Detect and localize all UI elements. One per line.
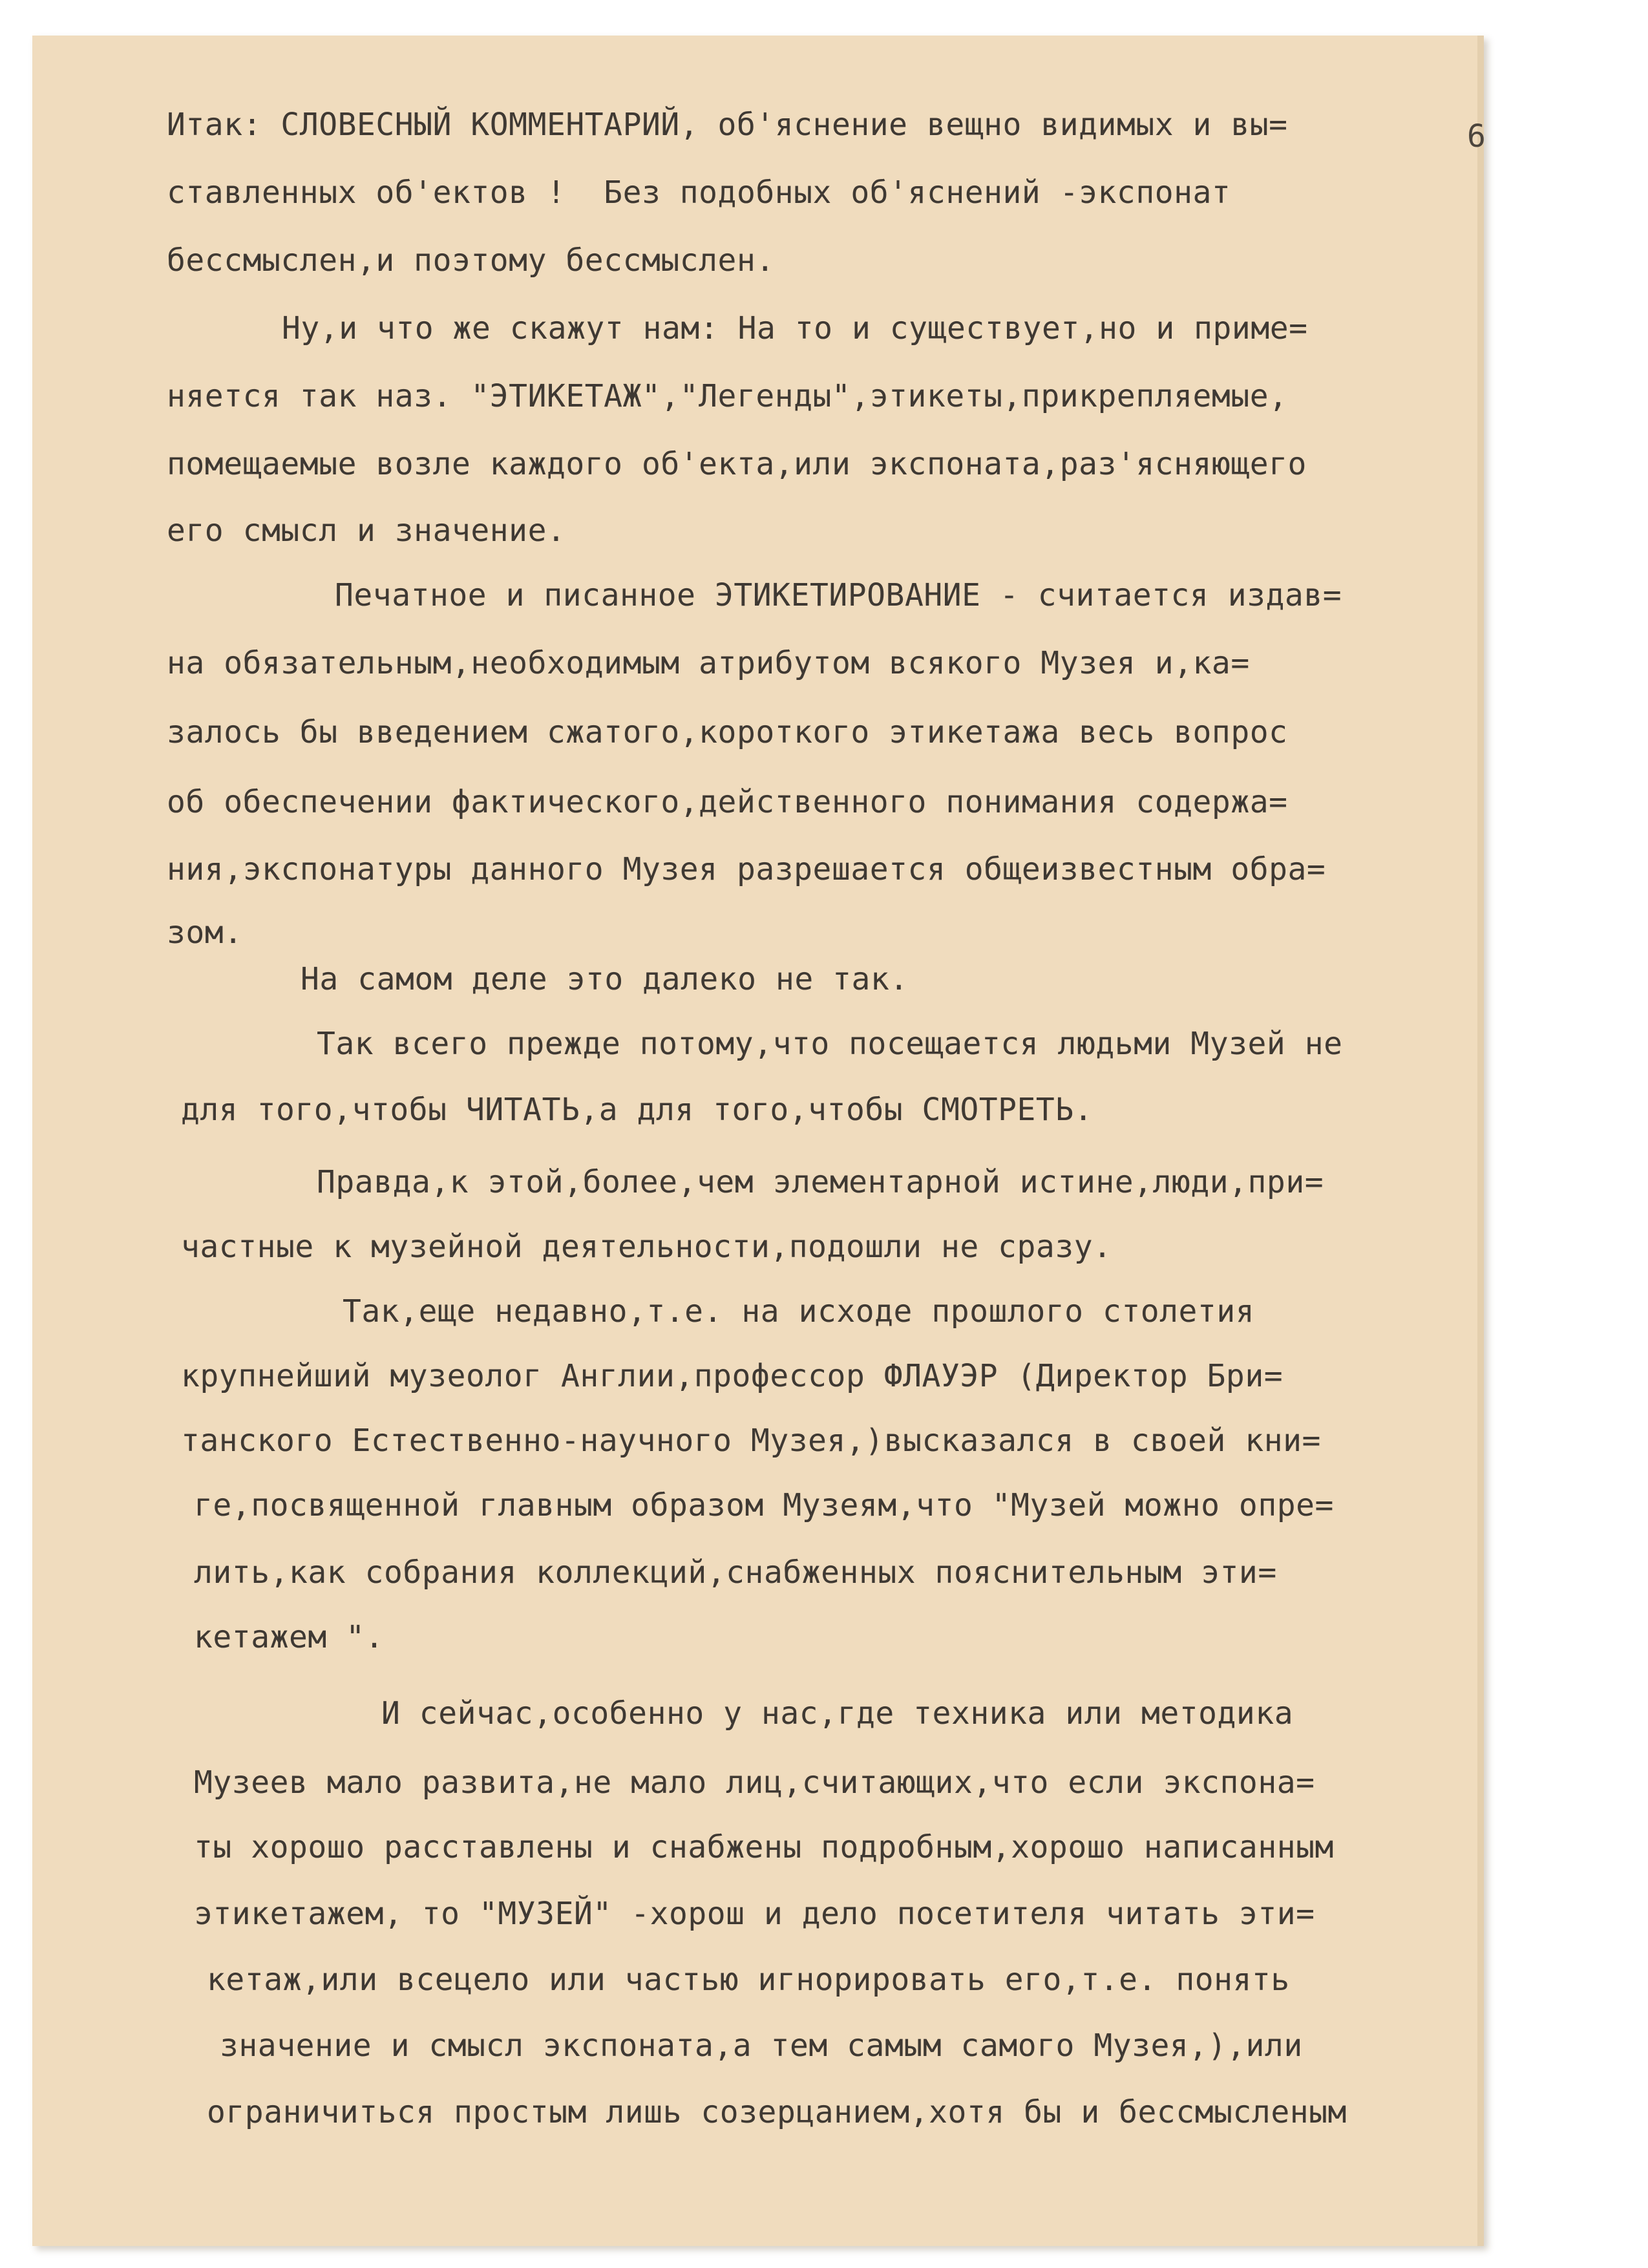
text-line: значение и смысл экспоната,а тем самым самого Музея,),или [220, 2028, 1303, 2064]
text-line: ния,экспонатуры данного Музея разрешается общеизвестным обра= [167, 851, 1326, 887]
text-line: на обязательным,необходимым атрибутом всякого Музея и,ка= [167, 645, 1250, 681]
text-line: няется так наз. "ЭТИКЕТАЖ","Легенды",этикеты,прикрепляемые, [167, 378, 1288, 414]
text-line: танского Естественно-научного Музея,)высказался в своей кни= [181, 1423, 1321, 1459]
text-line: частные к музейной деятельности,подошли не сразу. [181, 1229, 1112, 1265]
text-line: ставленных об'ектов ! Без подобных об'яснений -экспонат [167, 175, 1231, 211]
text-line: залось бы введением сжатого,короткого этикетажа весь вопрос [167, 714, 1288, 750]
text-line: об обеспечении фактического,действенного понимания содержа= [167, 784, 1288, 820]
text-line: Правда,к этой,более,чем элементарной истине,люди,при= [317, 1164, 1324, 1200]
text-line: ты хорошо расставлены и снабжены подробным,хорошо написанным [194, 1829, 1334, 1865]
text-line: для того,чтобы ЧИТАТЬ,а для того,чтобы СМОТРЕТЬ. [181, 1092, 1093, 1128]
text-line: Ну,и что же скажут нам: На то и существует,но и приме= [282, 310, 1308, 346]
text-line: Итак: СЛОВЕСНЫЙ КОММЕНТАРИЙ, об'яснение вещно видимых и вы= [167, 107, 1288, 143]
text-line: кетажем ". [194, 1619, 384, 1655]
text-line: его смысл и значение. [167, 513, 566, 549]
text-line: Печатное и писанное ЭТИКЕТИРОВАНИЕ - считается издав= [335, 577, 1342, 613]
page-number: 6 [1467, 118, 1486, 154]
text-line: крупнейший музеолог Англии,профессор ФЛАУЭР (Директор Бри= [181, 1358, 1284, 1394]
text-line: И сейчас,особенно у нас,где техника или методика [381, 1695, 1294, 1732]
text-line: Так всего прежде потому,что посещается людьми Музей не [317, 1026, 1343, 1062]
text-line: ге,посвященной главным образом Музеям,что "Музей можно опре= [194, 1487, 1334, 1523]
text-line: зом. [167, 915, 243, 951]
text-line: ограничиться простым лишь созерцанием,хотя бы и бессмысленым [207, 2094, 1347, 2130]
text-line: На самом деле это далеко не так. [301, 961, 909, 997]
typewritten-page [32, 36, 1484, 2246]
text-line: кетаж,или всецело или частью игнорировать его,т.е. понять [207, 1962, 1290, 1998]
text-line: этикетажем, то "МУЗЕЙ" -хорош и дело посетителя читать эти= [194, 1896, 1315, 1932]
text-line: помещаемые возле каждого об'екта,или экспоната,раз'ясняющего [167, 446, 1307, 482]
text-line: бессмыслен,и поэтому бессмыслен. [167, 242, 775, 279]
text-line: Так,еще недавно,т.е. на исходе прошлого столетия [343, 1293, 1255, 1330]
text-line: Музеев мало развита,не мало лиц,считающих,что если экспона= [194, 1765, 1315, 1801]
text-line: лить,как собрания коллекций,снабженных пояснительным эти= [194, 1554, 1277, 1591]
